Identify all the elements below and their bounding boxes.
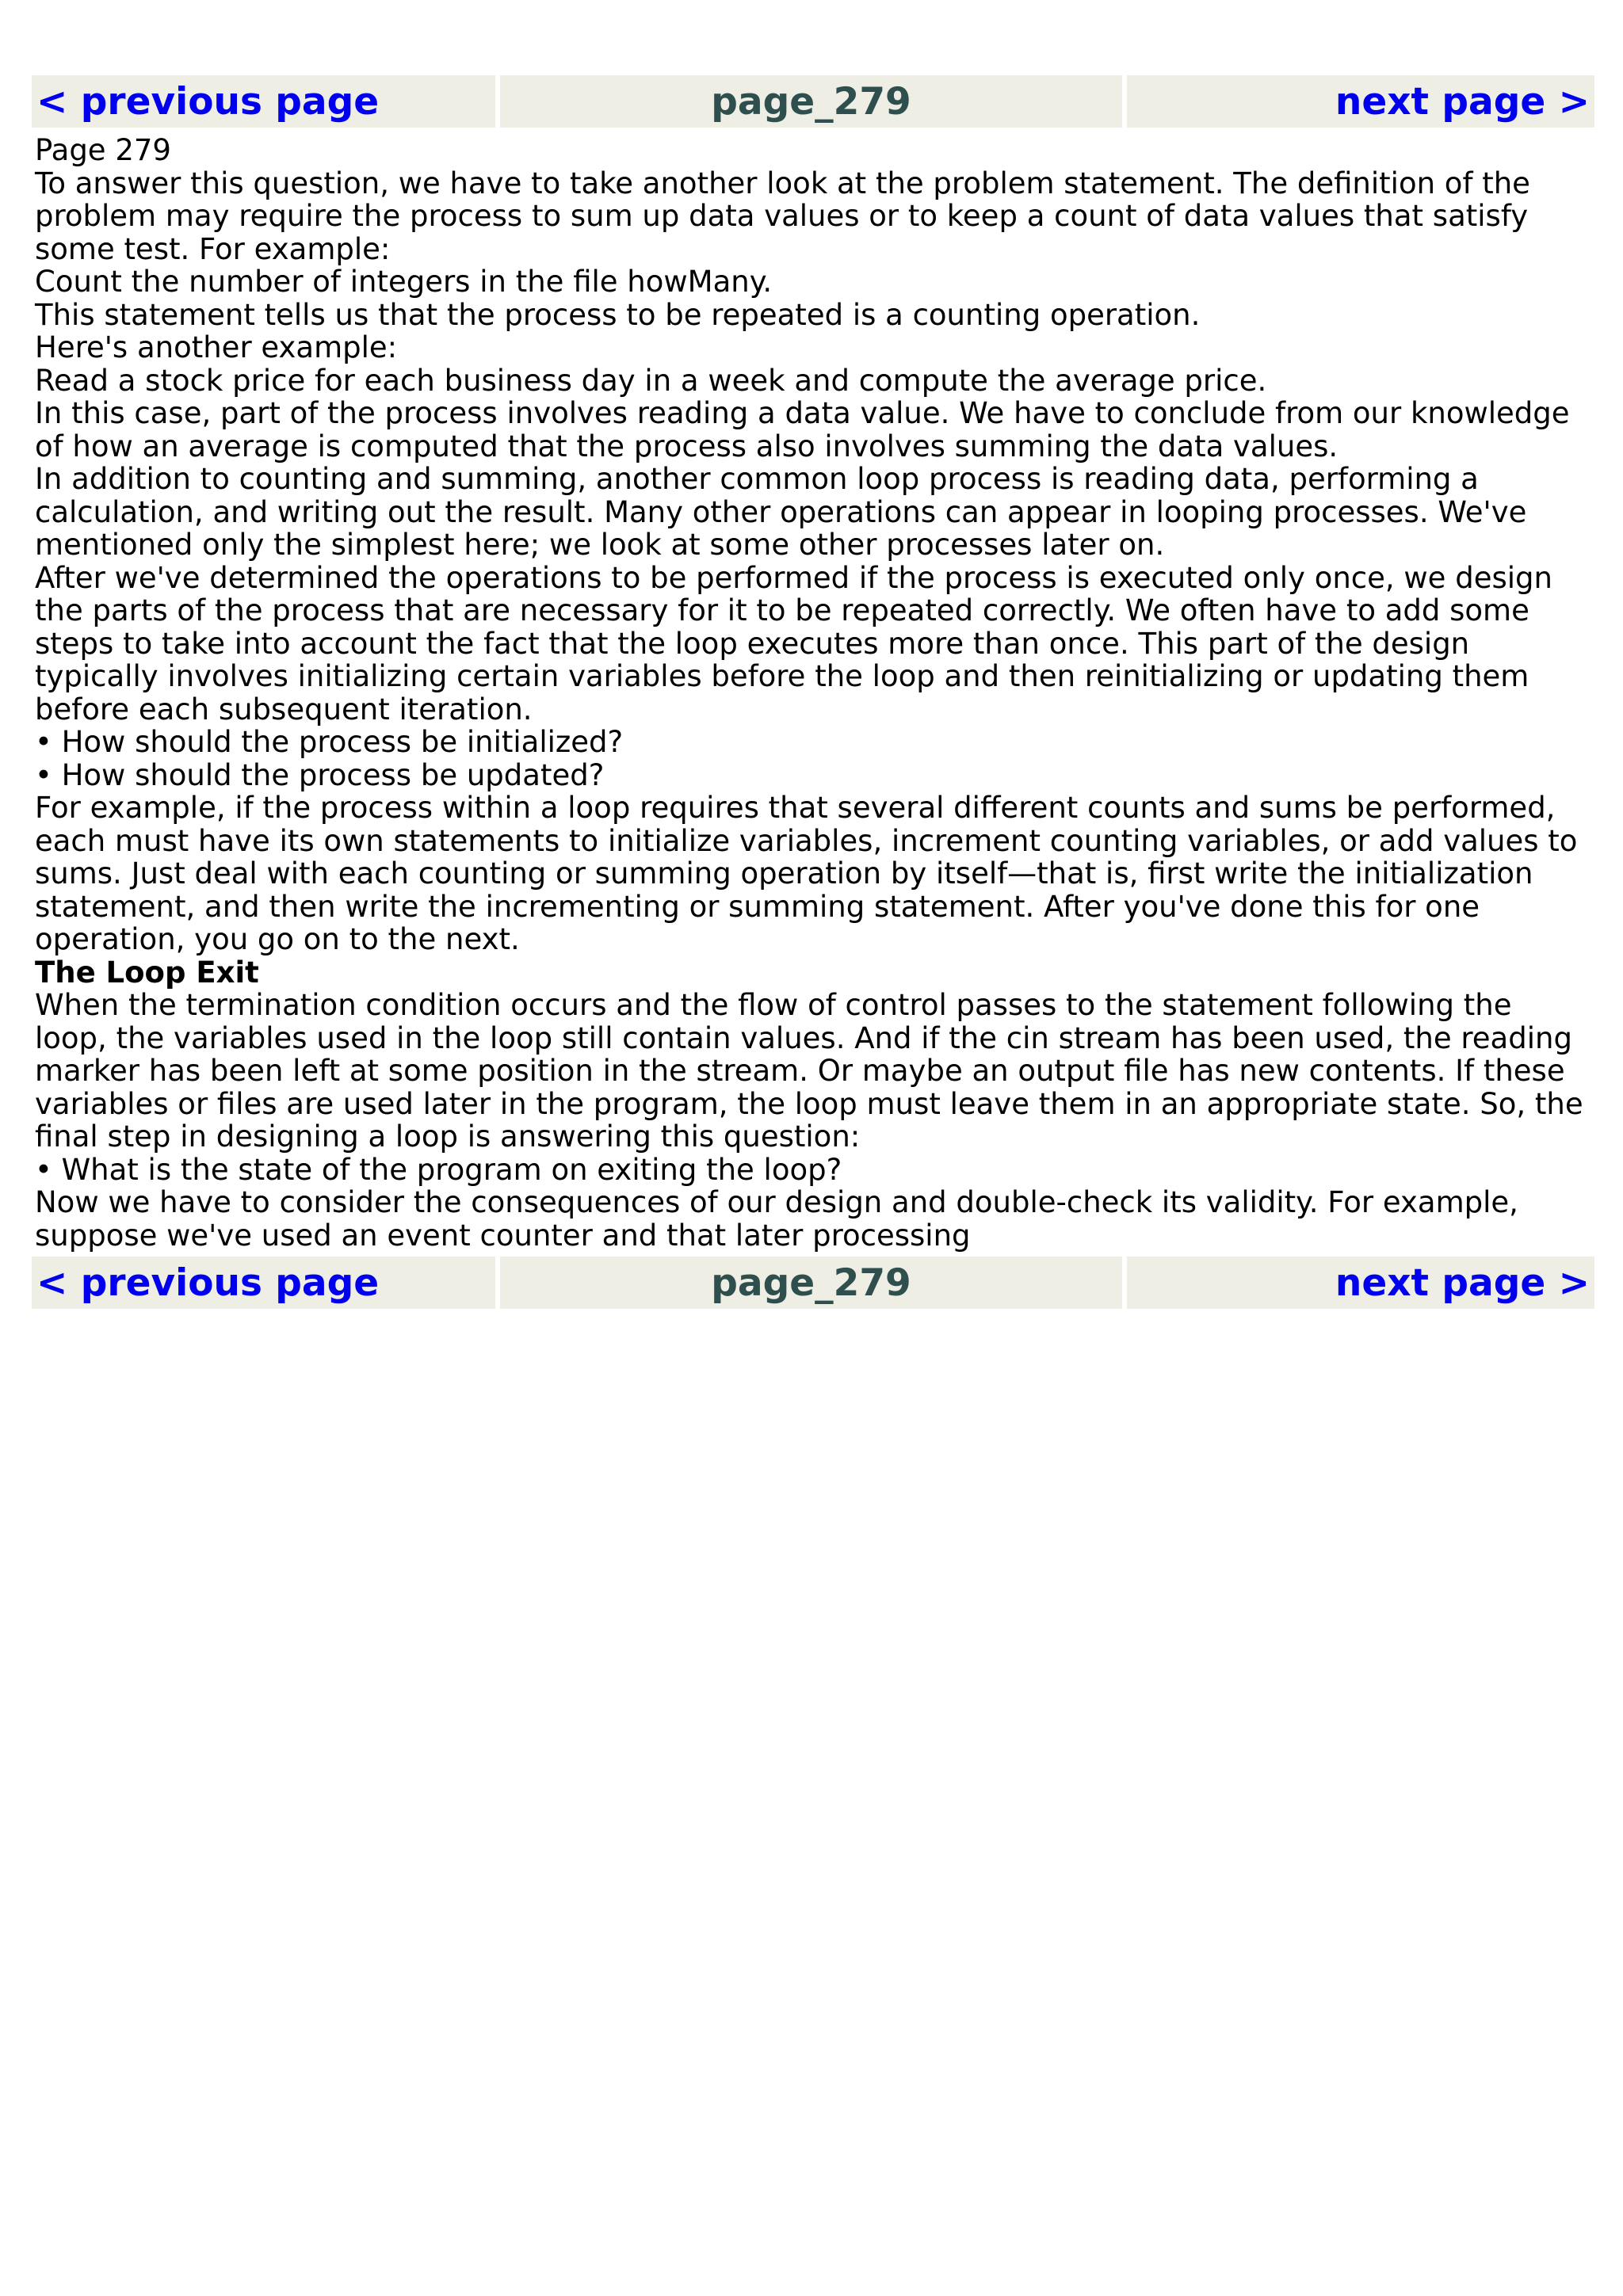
example-statement: Read a stock price for each business day in a week and compute the average price. bbox=[35, 363, 1267, 398]
top-nav-next-cell bbox=[1127, 75, 1594, 128]
top-next-page-link[interactable]: next page > bbox=[1335, 79, 1590, 124]
bottom-nav-next-cell bbox=[1127, 1257, 1594, 1309]
bullet-item: • What is the state of the program on exiting the loop? bbox=[35, 1152, 842, 1187]
bullet-item: • How should the process be updated? bbox=[35, 757, 605, 792]
section-heading: The Loop Exit bbox=[35, 955, 259, 990]
bullet-item: • How should the process be initialized? bbox=[35, 725, 624, 759]
bottom-next-page-link[interactable]: next page > bbox=[1335, 1261, 1590, 1305]
paragraph: For example, if the process within a loop requires that several different counts and sums be performed, each must have its own statements to initialize variables, increment counting variables, or add values to sums. Just deal with each counting or summing operation by itself—that is, first write the initialization statement, and then write the incrementing or summing statement. After you've done this for one operation, you go on to the next. bbox=[35, 791, 1578, 956]
top-nav-prev-cell bbox=[32, 75, 495, 128]
top-previous-page-link[interactable]: < previous page bbox=[36, 79, 380, 124]
paragraph: In this case, part of the process involves reading a data value. We have to conclude from our knowledge of how an average is computed that the process also involves summing the data values. bbox=[35, 396, 1570, 463]
top-page-indicator: page_279 bbox=[500, 75, 1122, 128]
page-content bbox=[32, 128, 1594, 1252]
bottom-page-indicator: page_279 bbox=[500, 1257, 1122, 1309]
bottom-nav-prev-cell bbox=[32, 1257, 495, 1309]
paragraph: To answer this question, we have to take another look at the problem statement. The definition of the problem may require the process to sum up data values or to keep a count of data values that satisfy some test. For example: bbox=[35, 166, 1530, 266]
bottom-navigation-bar bbox=[32, 1257, 1594, 1309]
paragraph: Now we have to consider the consequences of our design and double-check its validity. For example, suppose we've used an event counter and that later processing bbox=[35, 1185, 1518, 1253]
paragraph: After we've determined the operations to be performed if the process is executed only once, we design the parts of the process that are necessary for it to be repeated correctly. We often have to add some steps to take into account the fact that the loop executes more than once. This part of the design typically involves initializing certain variables before the loop and then reinitializing or updating them before each subsequent iteration. bbox=[35, 560, 1552, 727]
bottom-previous-page-link[interactable]: < previous page bbox=[36, 1261, 380, 1305]
paragraph: When the termination condition occurs and the flow of control passes to the statement following the loop, the variables used in the loop still contain values. And if the cin stream has been used, the reading marker has been left at some position in the stream. Or maybe an output file has new contents. If these variables or files are used later in the program, the loop must leave them in an appropriate state. So, the final step in designing a loop is answering this question: bbox=[35, 988, 1583, 1154]
paragraph: This statement tells us that the process to be repeated is a counting operation. bbox=[35, 297, 1201, 332]
paragraph: In addition to counting and summing, another common loop process is reading data, performing a calculation, and writing out the result. Many other operations can appear in looping processes. We've mentioned only the simplest here; we look at some other processes later on. bbox=[35, 462, 1527, 562]
example-statement: Count the number of integers in the file howMany. bbox=[35, 265, 773, 299]
document-page bbox=[32, 75, 1594, 1309]
page-number-label: Page 279 bbox=[35, 133, 171, 167]
top-navigation-bar bbox=[32, 75, 1594, 128]
paragraph: Here's another example: bbox=[35, 330, 398, 364]
